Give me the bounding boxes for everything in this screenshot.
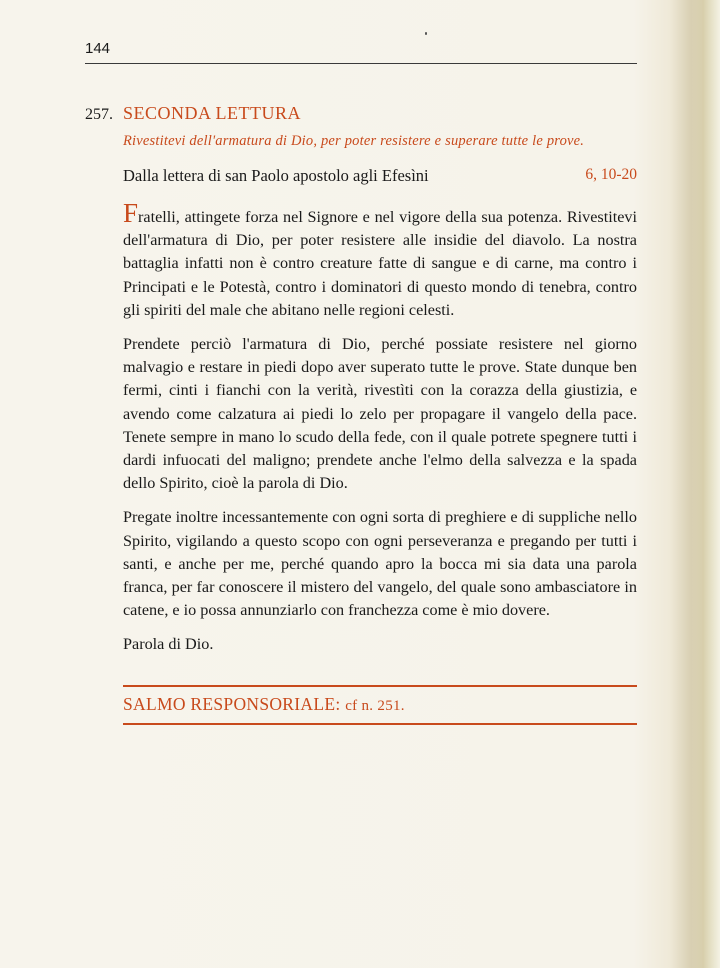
- drop-cap: F: [123, 198, 139, 228]
- reading-reference: 6, 10-20: [585, 166, 637, 183]
- paragraph-2: Prendete perciò l'armatura di Dio, perché possiate resistere nel giorno malvagio e restare in piedi dopo aver superato tutte le prove. State dunque ben fermi, cinti i fianchi con la verità, rivestìti con la corazza della giustizia, e avendo come calzatura ai piedi lo zelo per propagare il vangelo della pace. Tenete sempre in mano lo scudo della fede, con il quale potrete spegnere tutti i dardi infuocati del maligno; prendete anche l'elmo della salvezza e la spada dello Spirito, cioè la parola di Dio.: [123, 335, 637, 493]
- paragraph-3: Pregate inoltre incessantemente con ogni sorta di preghiere e di suppliche nello Spirito, vigilando a questo scopo con ogni perseveranza e pregando per tutti i santi, e anche per me, perché quando apro la bocca mi sia data una parola franca, per far conoscere il mistero del vangelo, del quale sono ambasciatore in catene, e io possa annunziarlo con franchezza come è mio dovere.: [123, 508, 637, 620]
- salmo-rule-top: [123, 685, 637, 687]
- reading-header: [85, 103, 637, 124]
- paragraph-1: [123, 198, 637, 322]
- salmo-label: SALMO RESPONSORIALE:: [123, 694, 341, 714]
- reading-source-line: [123, 166, 637, 186]
- reading-title: SECONDA LETTURA: [123, 103, 301, 123]
- reading-source: Dalla lettera di san Paolo apostolo agli Efesìni: [123, 166, 429, 185]
- paragraph-1-text: ratelli, attingete forza nel Signore e nel vigore della sua potenza. Rivestitevi dell'armatura di Dio, per poter resistere alle insidie del diavolo. La nostra battaglia infatti non è contro creature fatte di sangue e di carne, ma contro i Principati e le Potestà, contro i dominatori di questo mondo di tenebra, contro gli spiriti del male che abitano nelle regioni celesti.: [123, 208, 637, 319]
- salmo-reference: cf n. 251.: [345, 698, 405, 714]
- reading-subtitle: Rivestitevi dell'armatura di Dio, per poter resistere e superare tutte le prove.: [123, 133, 585, 149]
- closing-formula: Parola di Dio.: [123, 635, 214, 654]
- salmo-rule-bottom: [123, 723, 637, 725]
- reading-number: 257.: [85, 106, 113, 123]
- header-rule: [85, 63, 637, 64]
- page-edge-shadow: [692, 0, 720, 968]
- print-speck: [425, 32, 427, 35]
- salmo-responsoriale: [123, 694, 405, 715]
- page-number: 144: [85, 40, 111, 57]
- reading-body: [123, 198, 637, 668]
